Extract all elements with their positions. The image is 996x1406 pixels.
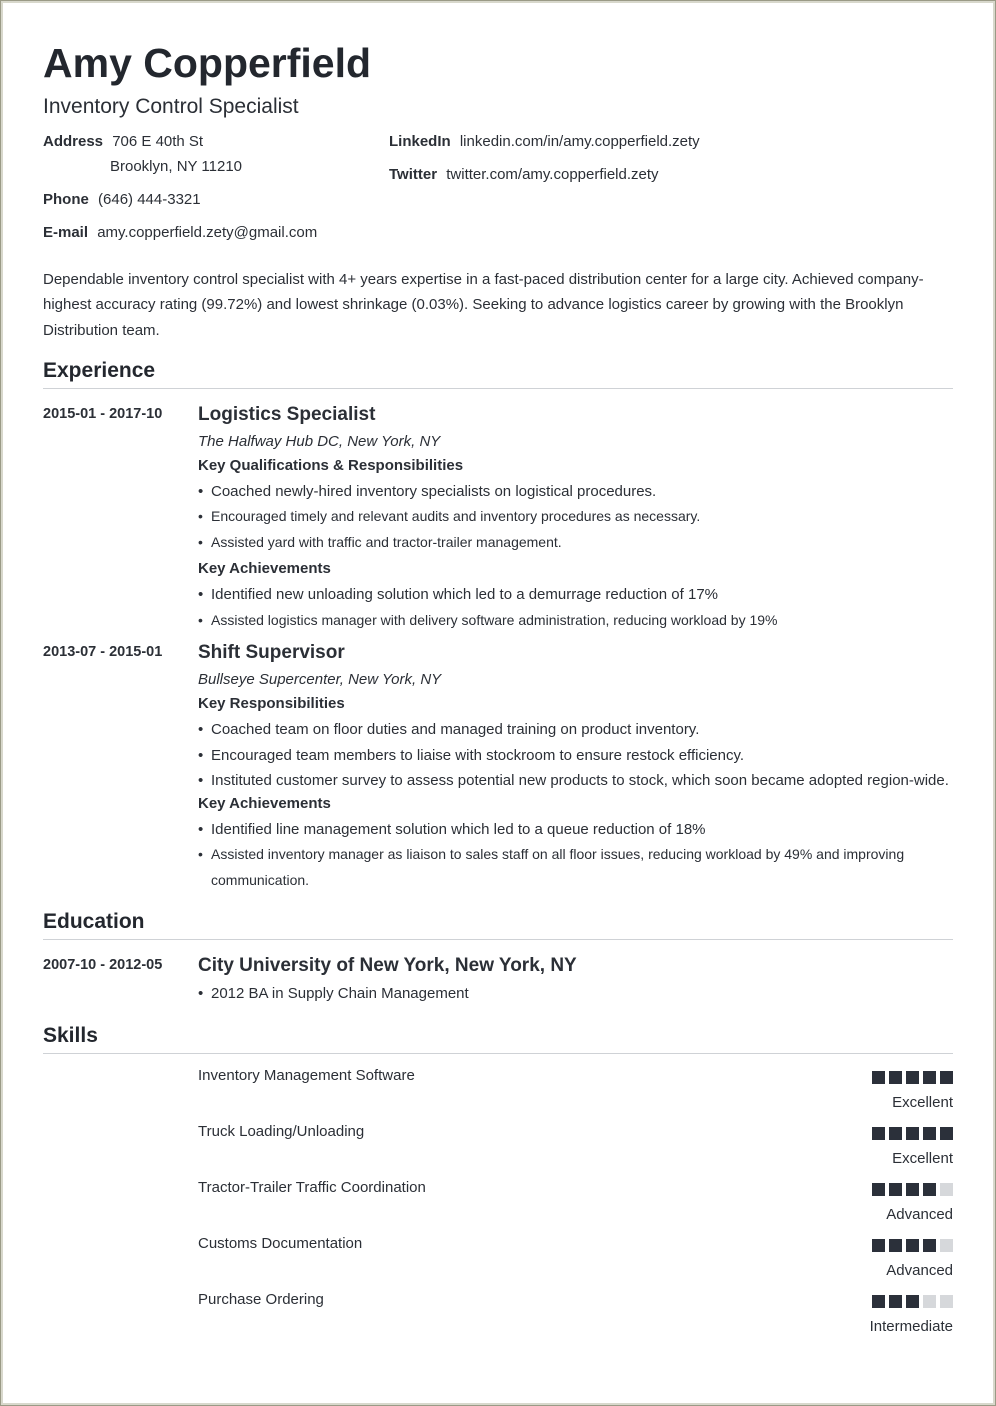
rating-square-filled xyxy=(923,1071,936,1084)
education-heading: Education xyxy=(43,909,953,940)
rating-square-filled xyxy=(872,1127,885,1140)
bullet-item: • Identified line management solution which led to a queue reduction of 18% xyxy=(198,817,953,843)
skill-rating xyxy=(872,1183,953,1196)
contact-block xyxy=(43,132,953,267)
linkedin-row xyxy=(389,132,700,152)
twitter-label: Twitter xyxy=(389,166,438,183)
education-entry xyxy=(43,954,953,1007)
bullet-item: • Identified new unloading solution which led to a demurrage reduction of 17% xyxy=(198,582,953,608)
skill-level: Advanced xyxy=(886,1205,953,1223)
skill-name: Customs Documentation xyxy=(198,1234,363,1252)
rating-square-filled xyxy=(923,1183,936,1196)
rating-square-filled xyxy=(940,1127,953,1140)
skill-row xyxy=(43,1178,953,1234)
rating-square-filled xyxy=(889,1071,902,1084)
rating-square-filled xyxy=(923,1127,936,1140)
job-entry xyxy=(43,641,953,893)
linkedin-label: LinkedIn xyxy=(389,133,451,150)
rating-square-filled xyxy=(906,1295,919,1308)
skill-level: Excellent xyxy=(892,1149,953,1167)
address-label: Address xyxy=(43,133,104,150)
skills-heading: Skills xyxy=(43,1023,953,1054)
skill-row xyxy=(43,1066,953,1122)
email-value[interactable]: amy.copperfield.zety@gmail.com xyxy=(97,224,318,241)
bullet-item: • Instituted customer survey to assess potential new products to stock, which soon became adopted region-wide. xyxy=(198,768,953,794)
job-dates: 2015-01 - 2017-10 xyxy=(43,405,163,422)
education-dates: 2007-10 - 2012-05 xyxy=(43,957,163,974)
rating-square-filled xyxy=(889,1239,902,1252)
email-row xyxy=(43,223,317,243)
rating-square-filled xyxy=(872,1239,885,1252)
rating-square-filled xyxy=(906,1183,919,1196)
achievements-heading: Key Achievements xyxy=(198,560,331,578)
rating-square-filled xyxy=(940,1071,953,1084)
skill-rating xyxy=(872,1127,953,1140)
resume-page xyxy=(43,40,953,1346)
skill-rating xyxy=(872,1071,953,1084)
rating-square-filled xyxy=(889,1127,902,1140)
rating-square-filled xyxy=(889,1183,902,1196)
twitter-value[interactable]: twitter.com/amy.copperfield.zety xyxy=(446,166,659,183)
address-line2: Brooklyn, NY 11210 xyxy=(110,158,243,175)
skills-list xyxy=(43,1066,953,1346)
skill-row xyxy=(43,1290,953,1346)
bullet-item: • Assisted inventory manager as liaison to sales staff on all floor issues, reducing workload by 49% and improving communication. xyxy=(198,842,953,893)
bullet-item: • Encouraged timely and relevant audits and inventory procedures as necessary. xyxy=(198,504,953,530)
address-line1: 706 E 40th St xyxy=(112,133,204,150)
skill-rating xyxy=(872,1295,953,1308)
rating-square-filled xyxy=(906,1239,919,1252)
phone-value: (646) 444-3321 xyxy=(98,191,201,208)
linkedin-value[interactable]: linkedin.com/in/amy.copperfield.zety xyxy=(459,133,700,150)
phone-row xyxy=(43,190,201,210)
achievements-heading: Key Achievements xyxy=(198,794,331,812)
education-section xyxy=(43,909,953,1007)
bullet-item: • Assisted logistics manager with delivery software administration, reducing workload by 19% xyxy=(198,608,953,634)
skills-section xyxy=(43,1023,953,1346)
rating-square-empty xyxy=(940,1183,953,1196)
summary-paragraph: Dependable inventory control specialist with 4+ years expertise in a fast-paced distribution center for a large city. Achieved company-highest accuracy rating (99.72%) and lowest shrinkage (0.03%). Seeking to advance logistics career by growing with the Brooklyn Distribution team. xyxy=(43,271,924,339)
bullet-item: • 2012 BA in Supply Chain Management xyxy=(198,981,953,1007)
job-entry xyxy=(43,403,953,634)
rating-square-filled xyxy=(923,1239,936,1252)
rating-square-filled xyxy=(889,1295,902,1308)
skill-level: Advanced xyxy=(886,1261,953,1279)
twitter-row xyxy=(389,165,659,185)
job-title: Shift Supervisor xyxy=(198,642,345,664)
skill-level: Excellent xyxy=(892,1093,953,1111)
address-line1-row xyxy=(43,132,203,152)
candidate-name: Amy Copperfield xyxy=(43,40,372,86)
skill-name: Purchase Ordering xyxy=(198,1290,324,1308)
responsibilities-heading: Key Responsibilities xyxy=(198,695,345,713)
job-title: Logistics Specialist xyxy=(198,403,376,425)
rating-square-filled xyxy=(872,1183,885,1196)
job-company: Bullseye Supercenter, New York, NY xyxy=(198,671,442,689)
rating-square-empty xyxy=(940,1295,953,1308)
rating-square-filled xyxy=(872,1295,885,1308)
email-label: E-mail xyxy=(43,224,89,241)
skill-name: Truck Loading/Unloading xyxy=(198,1122,365,1140)
skill-row xyxy=(43,1234,953,1290)
experience-section xyxy=(43,358,953,894)
bullet-item: • Assisted yard with traffic and tractor-trailer management. xyxy=(198,530,953,556)
bullet-item: • Coached team on floor duties and managed training on product inventory. xyxy=(198,717,953,743)
bullet-item: • Encouraged team members to liaise with stockroom to ensure restock efficiency. xyxy=(198,743,953,769)
rating-square-filled xyxy=(872,1071,885,1084)
skill-name: Inventory Management Software xyxy=(198,1066,415,1084)
skill-rating xyxy=(872,1239,953,1252)
bullet-item: • Coached newly-hired inventory specialists on logistical procedures. xyxy=(198,479,953,505)
skill-name: Tractor-Trailer Traffic Coordination xyxy=(198,1178,426,1196)
candidate-title: Inventory Control Specialist xyxy=(43,95,299,118)
experience-heading: Experience xyxy=(43,358,953,389)
rating-square-filled xyxy=(906,1071,919,1084)
rating-square-empty xyxy=(940,1239,953,1252)
skill-level: Intermediate xyxy=(869,1317,953,1335)
phone-label: Phone xyxy=(43,191,89,208)
skill-row xyxy=(43,1122,953,1178)
rating-square-empty xyxy=(923,1295,936,1308)
responsibilities-heading: Key Qualifications & Responsibilities xyxy=(198,456,464,474)
job-company: The Halfway Hub DC, New York, NY xyxy=(198,432,441,450)
rating-square-filled xyxy=(906,1127,919,1140)
school-name: City University of New York, New York, NY xyxy=(198,955,577,977)
job-dates: 2013-07 - 2015-01 xyxy=(43,644,163,661)
